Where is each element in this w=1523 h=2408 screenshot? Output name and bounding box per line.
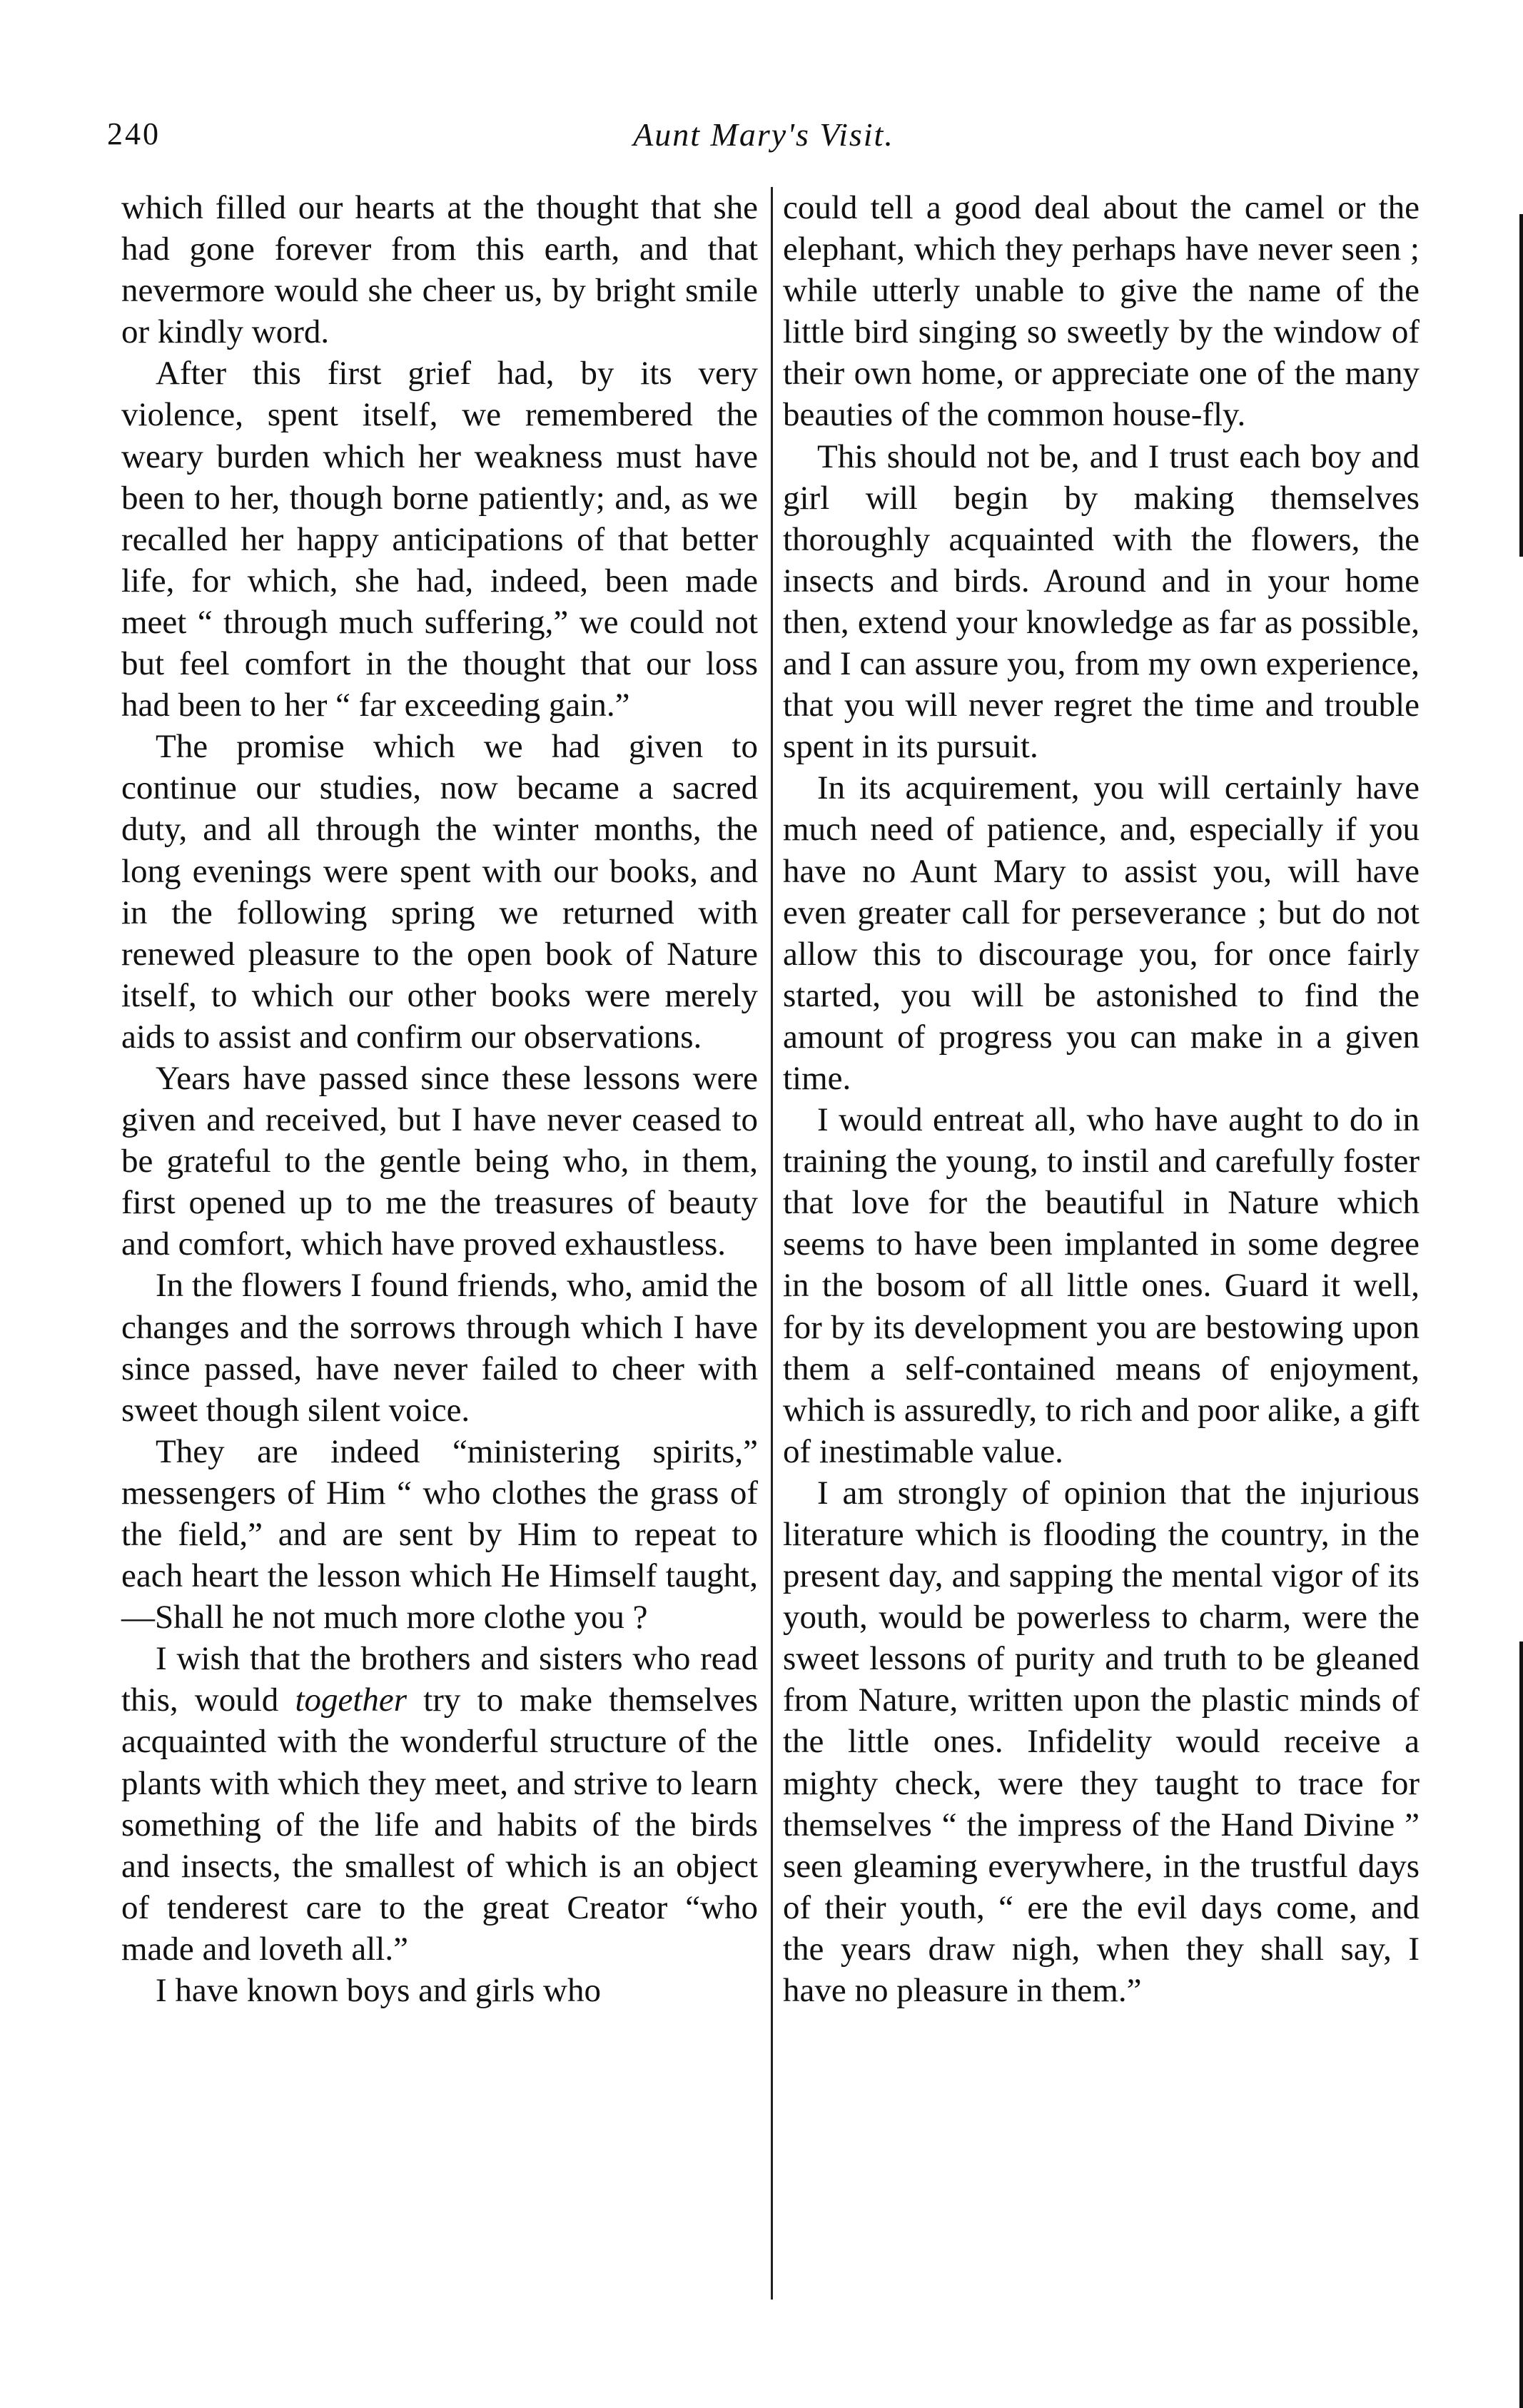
paragraph: In its acquirement, you will certainly have much need of patience, and, especially if you have no Aunt Mary to assist you, will have even greater call for perseverance ; but do not allow this to discourage you, for once fairly started, you will be astonished to find the amount of progress you can make in a given time. <box>783 769 1420 1097</box>
paragraph-text: try to make themselves acquainted with the wonderful structure of the plants with which they meet, and strive to learn something of the life and habits of the birds and insects, the smallest of which is an object of tenderest care to the great Creator “who made and loveth all.” <box>121 1681 758 1968</box>
paragraph: Years have passed since these lessons were given and received, but I have never ceased to be grateful to the gentle being who, in them, first opened up to me the treasures of beauty and comfort, which have proved exhaustless. <box>121 1059 758 1263</box>
paragraph: could tell a good deal about the camel or the elephant, which they perhaps have never seen ; while utterly unable to give the name of the little bird singing so sweetly by the window of their own home, or appreciate one of the many beauties of the common house-fly. <box>783 189 1420 434</box>
paragraph: They are indeed “ministering spirits,” messengers of Him “ who clothes the grass of the field,” and are sent by Him to repeat to each heart the lesson which He Himself taught,—Shall he not much more clothe you ? <box>121 1432 758 1636</box>
right-column <box>783 187 1420 2011</box>
page-edge-shadow <box>1519 1641 1523 2408</box>
page-header <box>107 116 1420 158</box>
running-title: Aunt Mary's Visit. <box>633 116 894 153</box>
column-divider <box>771 187 773 2300</box>
paragraph: This should not be, and I trust each boy and girl will begin by making themselves thoroughly acquainted with the flowers, the insects and birds. Around and in your home then, extend your knowledge as far as possible, and I can assure you, from my own experience, that you will never regret the time and trouble spent in its pursuit. <box>783 437 1420 766</box>
page-edge-shadow <box>1519 214 1523 557</box>
paragraph: I would entreat all, who have aught to do in training the young, to instil and carefully foster that love for the beautiful in Nature which seems to have been implanted in some degree in the bosom of all little ones. Guard it well, for by its development you are bestowing upon them a self-contained means of enjoyment, which is assuredly, to rich and poor alike, a gift of inestimable value. <box>783 1101 1420 1470</box>
paragraph: The promise which we had given to continue our studies, now became a sacred duty, and all through the winter months, the long evenings were spent with our books, and in the following spring we returned with renewed pleasure to the open book of Nature itself, to which our other books were merely aids to assist and confirm our observations. <box>121 728 758 1056</box>
emphasis-together: together <box>295 1681 408 1719</box>
paragraph: which filled our hearts at the thought that she had gone forever from this earth, and that nevermore would she cheer us, by bright smile or kindly word. <box>121 189 758 351</box>
page-number: 240 <box>107 116 161 151</box>
paragraph: I have known boys and girls who <box>156 1972 601 2010</box>
paragraph: After this first grief had, by its very violence, spent itself, we remembered the weary burden which her weakness must have been to her, though borne patiently; and, as we recalled her happy anticipations of that better life, for which, she had, indeed, been made meet “ through much suffering,” we could not but feel comfort in the thought that our loss had been to her “ far exceeding gain.” <box>121 355 758 724</box>
paragraph: I am strongly of opinion that the injurious literature which is flooding the country, in the present day, and sapping the mental vigor of its youth, would be powerless to charm, were the sweet lessons of purity and truth to be gleaned from Nature, written upon the plastic minds of the little ones. Infidelity would receive a mighty check, were they taught to trace for themselves “ the impress of the Hand Divine ” seen gleaming everywhere, in the trustful days of their youth, “ ere the evil days come, and the years draw nigh, when they shall say, I have no pleasure in them.” <box>783 1474 1420 2010</box>
paragraph: In the flowers I found friends, who, amid the changes and the sorrows through which I have since passed, have never failed to cheer with sweet though silent voice. <box>121 1267 758 1429</box>
paragraph <box>121 1638 758 1970</box>
paragraph-text: I wish that the brothers and sisters who read this, would <box>121 1640 758 1719</box>
left-column <box>121 187 758 2011</box>
